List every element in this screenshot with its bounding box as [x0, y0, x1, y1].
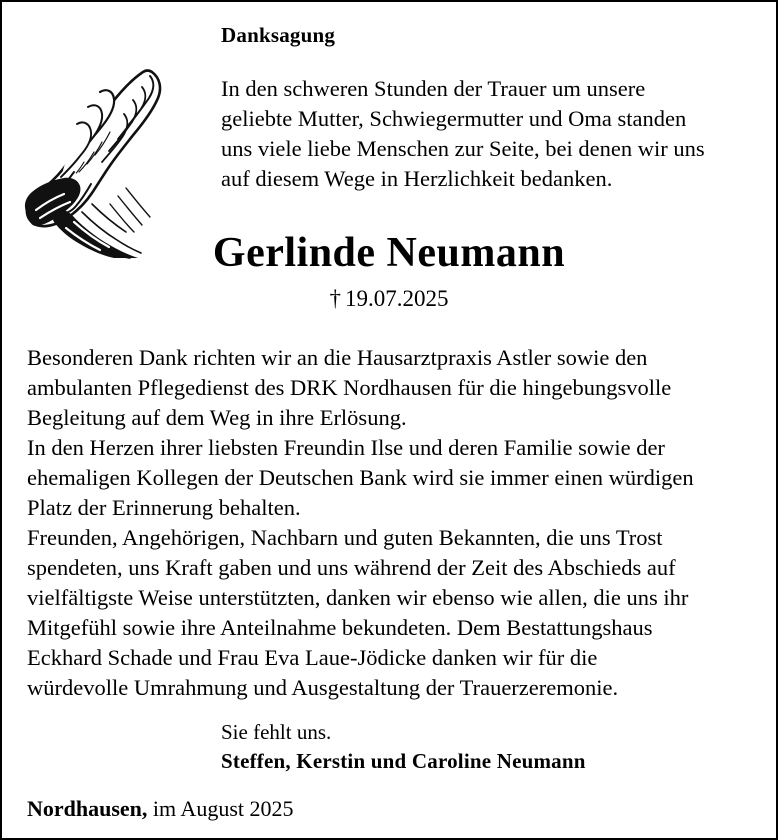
body-line: Begleitung auf dem Weg in ihre Erlösung.: [27, 405, 407, 430]
cross-icon: †: [329, 286, 341, 311]
body-line: Platz der Erinnerung behalten.: [27, 495, 301, 520]
page-title: Danksagung: [221, 23, 336, 47]
death-date: 19.07.2025: [345, 286, 449, 311]
body-line: Freunden, Angehörigen, Nachbarn und guten Bekannten, die uns Trost: [27, 525, 663, 550]
footer-place-date: [27, 795, 294, 823]
intro-line: geliebte Mutter, Schwiegermutter und Oma standen: [221, 106, 687, 131]
body-line: Eckhard Schade und Frau Eva Laue-Jödicke danken wir für die: [27, 645, 598, 670]
intro-line: uns viele liebe Menschen zur Seite, bei denen wir uns: [221, 136, 705, 161]
body-line: würdevolle Umrahmung und Ausgestaltung der Trauerzeremonie.: [27, 675, 619, 700]
deceased-name: Gerlinde Neumann: [212, 230, 566, 276]
body-line: vielfältigste Weise unterstützten, danken wir ebenso wie allen, die uns ihr: [27, 585, 689, 610]
intro-line: auf diesem Wege in Herzlichkeit bedanken.: [221, 166, 613, 191]
body-text: [27, 343, 762, 703]
closing-block: [221, 718, 586, 776]
intro-line: In den schweren Stunden der Trauer um unsere: [221, 76, 646, 101]
body-line: ambulanten Pflegedienst des DRK Nordhausen für die hingebungsvolle: [27, 375, 672, 400]
body-line: ehemaligen Kollegen der Deutschen Bank wird sie immer einen würdigen: [27, 465, 694, 490]
death-date-line: [2, 285, 776, 313]
footer-place: Nordhausen,: [27, 796, 148, 821]
body-line: In den Herzen ihrer liebsten Freundin Ilse und deren Familie sowie der: [27, 435, 665, 460]
intro-paragraph: [221, 74, 761, 194]
closing-sentiment: Sie fehlt uns.: [221, 720, 332, 744]
footer-date: im August 2025: [147, 796, 294, 821]
body-line: Besonderen Dank richten wir an die Hausarztpraxis Astler sowie den: [27, 345, 648, 370]
family-signature: Steffen, Kerstin und Caroline Neumann: [221, 749, 586, 773]
body-line: spendeten, uns Kraft gaben und uns während der Zeit des Abschieds auf: [27, 555, 676, 580]
body-line: Mitgefühl sowie ihre Anteilnahme bekundeten. Dem Bestattungshaus: [27, 615, 653, 640]
